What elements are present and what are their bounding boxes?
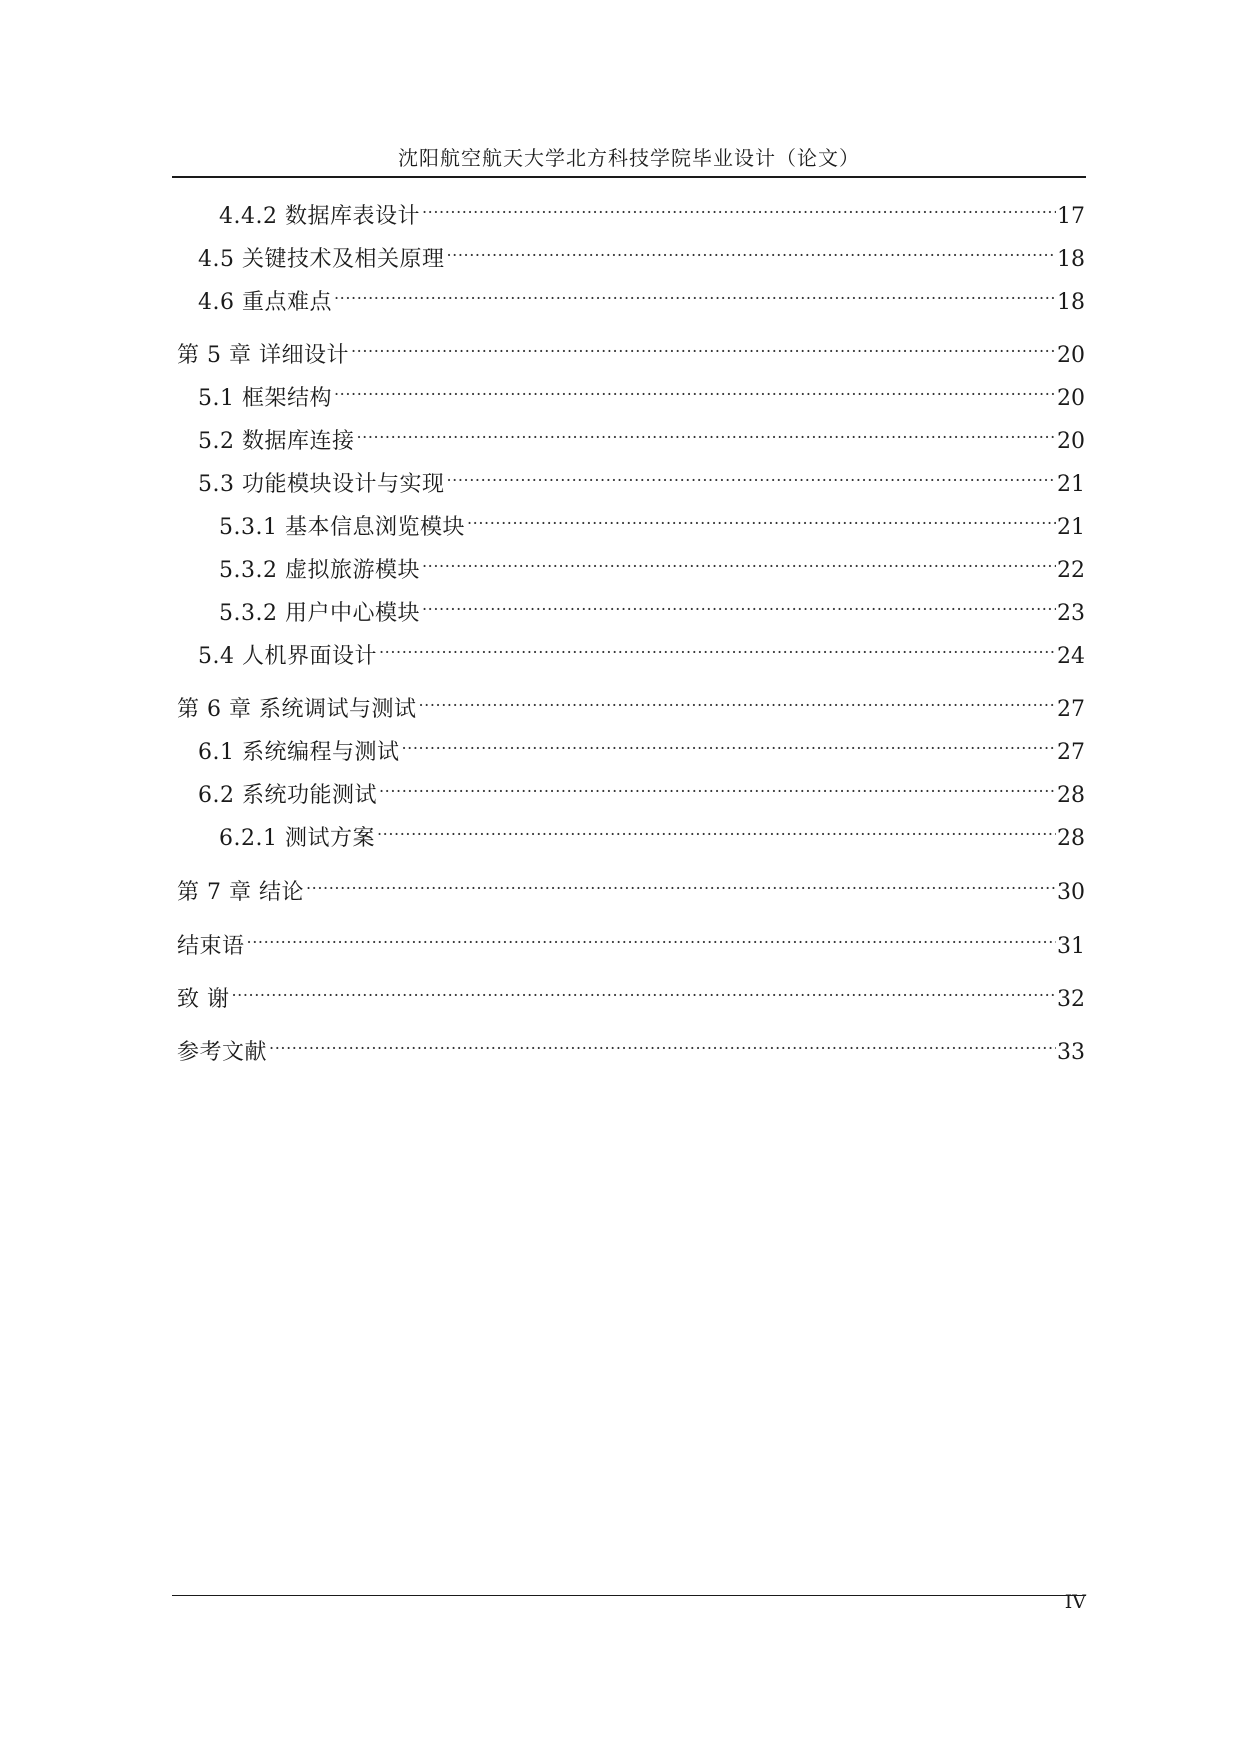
toc-entry[interactable] xyxy=(219,590,1085,626)
toc-entry-page: 20 xyxy=(1057,343,1085,368)
toc-entry-page: 20 xyxy=(1057,386,1085,411)
toc-entry-page: 21 xyxy=(1057,515,1085,540)
page-header-title: 沈阳航空航天大学北方科技学院毕业设计（论文） xyxy=(398,146,860,170)
toc-entry-title: 5.4 人机界面设计 xyxy=(198,644,377,669)
toc-entry[interactable] xyxy=(219,504,1085,540)
toc-entry[interactable] xyxy=(177,976,1085,1012)
toc-entry[interactable] xyxy=(198,418,1085,454)
toc-entry[interactable] xyxy=(177,1029,1085,1065)
toc-entry[interactable] xyxy=(219,193,1085,229)
toc-entry-title: 5.1 框架结构 xyxy=(198,386,332,411)
toc-entry-title: 4.4.2 数据库表设计 xyxy=(219,204,420,229)
toc-entry-page: 30 xyxy=(1057,880,1085,905)
toc-entry-page: 28 xyxy=(1057,783,1085,808)
toc-entry-page: 20 xyxy=(1057,429,1085,454)
toc-entry[interactable] xyxy=(198,461,1085,497)
toc-entry-page: 18 xyxy=(1057,247,1085,272)
toc-entry[interactable] xyxy=(198,633,1085,669)
toc-dot-leader xyxy=(379,772,1056,802)
toc-entry-page: 23 xyxy=(1057,601,1085,626)
toc-dot-leader xyxy=(446,461,1056,491)
toc-dot-leader xyxy=(306,869,1056,899)
toc-entry-page: 28 xyxy=(1057,826,1085,851)
toc-dot-leader xyxy=(422,193,1056,223)
toc-entry-title: 6.1 系统编程与测试 xyxy=(198,740,400,765)
toc-entry-title: 结束语 xyxy=(177,934,245,959)
toc-entry-page: 17 xyxy=(1057,204,1085,229)
page-number: IV xyxy=(1064,1591,1086,1613)
toc-entry[interactable] xyxy=(198,729,1085,765)
toc-entry[interactable] xyxy=(177,332,1085,368)
toc-dot-leader xyxy=(418,686,1056,716)
toc-dot-leader xyxy=(401,729,1056,759)
toc-entry-title: 参考文献 xyxy=(177,1040,268,1065)
toc-entry[interactable] xyxy=(219,815,1085,851)
toc-dot-leader xyxy=(334,375,1056,405)
toc-dot-leader xyxy=(422,547,1056,577)
toc-entry-title: 6.2 系统功能测试 xyxy=(198,783,377,808)
toc-entry[interactable] xyxy=(177,923,1085,959)
toc-dot-leader xyxy=(247,923,1056,953)
toc-entry-title: 致 谢 xyxy=(177,987,230,1012)
toc-entry-title: 4.5 关键技术及相关原理 xyxy=(198,247,445,272)
toc-entry-page: 27 xyxy=(1057,697,1085,722)
toc-dot-leader xyxy=(379,633,1056,663)
toc-entry-page: 31 xyxy=(1057,934,1085,959)
toc-entry-page: 21 xyxy=(1057,472,1085,497)
toc-entry[interactable] xyxy=(198,772,1085,808)
toc-dot-leader xyxy=(377,815,1056,845)
toc-entry-title: 5.3.1 基本信息浏览模块 xyxy=(219,515,465,540)
toc-entry[interactable] xyxy=(198,375,1085,411)
toc-entry-page: 24 xyxy=(1057,644,1085,669)
toc-entry-page: 32 xyxy=(1057,987,1085,1012)
toc-entry-title: 6.2.1 测试方案 xyxy=(219,826,375,851)
toc-dot-leader xyxy=(351,332,1056,362)
toc-entry-title: 4.6 重点难点 xyxy=(198,290,332,315)
toc-entry[interactable] xyxy=(219,547,1085,583)
toc-entry-page: 33 xyxy=(1057,1040,1085,1065)
toc-entry[interactable] xyxy=(177,869,1085,905)
toc-entry-title: 5.3.2 用户中心模块 xyxy=(219,601,420,626)
toc-dot-leader xyxy=(232,976,1057,1006)
toc-entry-page: 27 xyxy=(1057,740,1085,765)
toc-entry-title: 第 6 章 系统调试与测试 xyxy=(177,697,417,722)
toc-entry[interactable] xyxy=(198,279,1085,315)
toc-dot-leader xyxy=(356,418,1056,448)
toc-dot-leader xyxy=(334,279,1056,309)
toc-dot-leader xyxy=(269,1029,1056,1059)
toc-entry-title: 5.3 功能模块设计与实现 xyxy=(198,472,445,497)
footer-divider xyxy=(172,1595,1086,1596)
toc-entry-title: 5.3.2 虚拟旅游模块 xyxy=(219,558,420,583)
toc-dot-leader xyxy=(422,590,1056,620)
toc-entry-page: 22 xyxy=(1057,558,1085,583)
toc-entry-title: 第 7 章 结论 xyxy=(177,880,304,905)
toc-entry-page: 18 xyxy=(1057,290,1085,315)
toc-dot-leader xyxy=(467,504,1056,534)
toc-entry-title: 第 5 章 详细设计 xyxy=(177,343,349,368)
toc-dot-leader xyxy=(446,236,1056,266)
toc-entry[interactable] xyxy=(198,236,1085,272)
toc-entry-title: 5.2 数据库连接 xyxy=(198,429,355,454)
toc-entry[interactable] xyxy=(177,686,1085,722)
